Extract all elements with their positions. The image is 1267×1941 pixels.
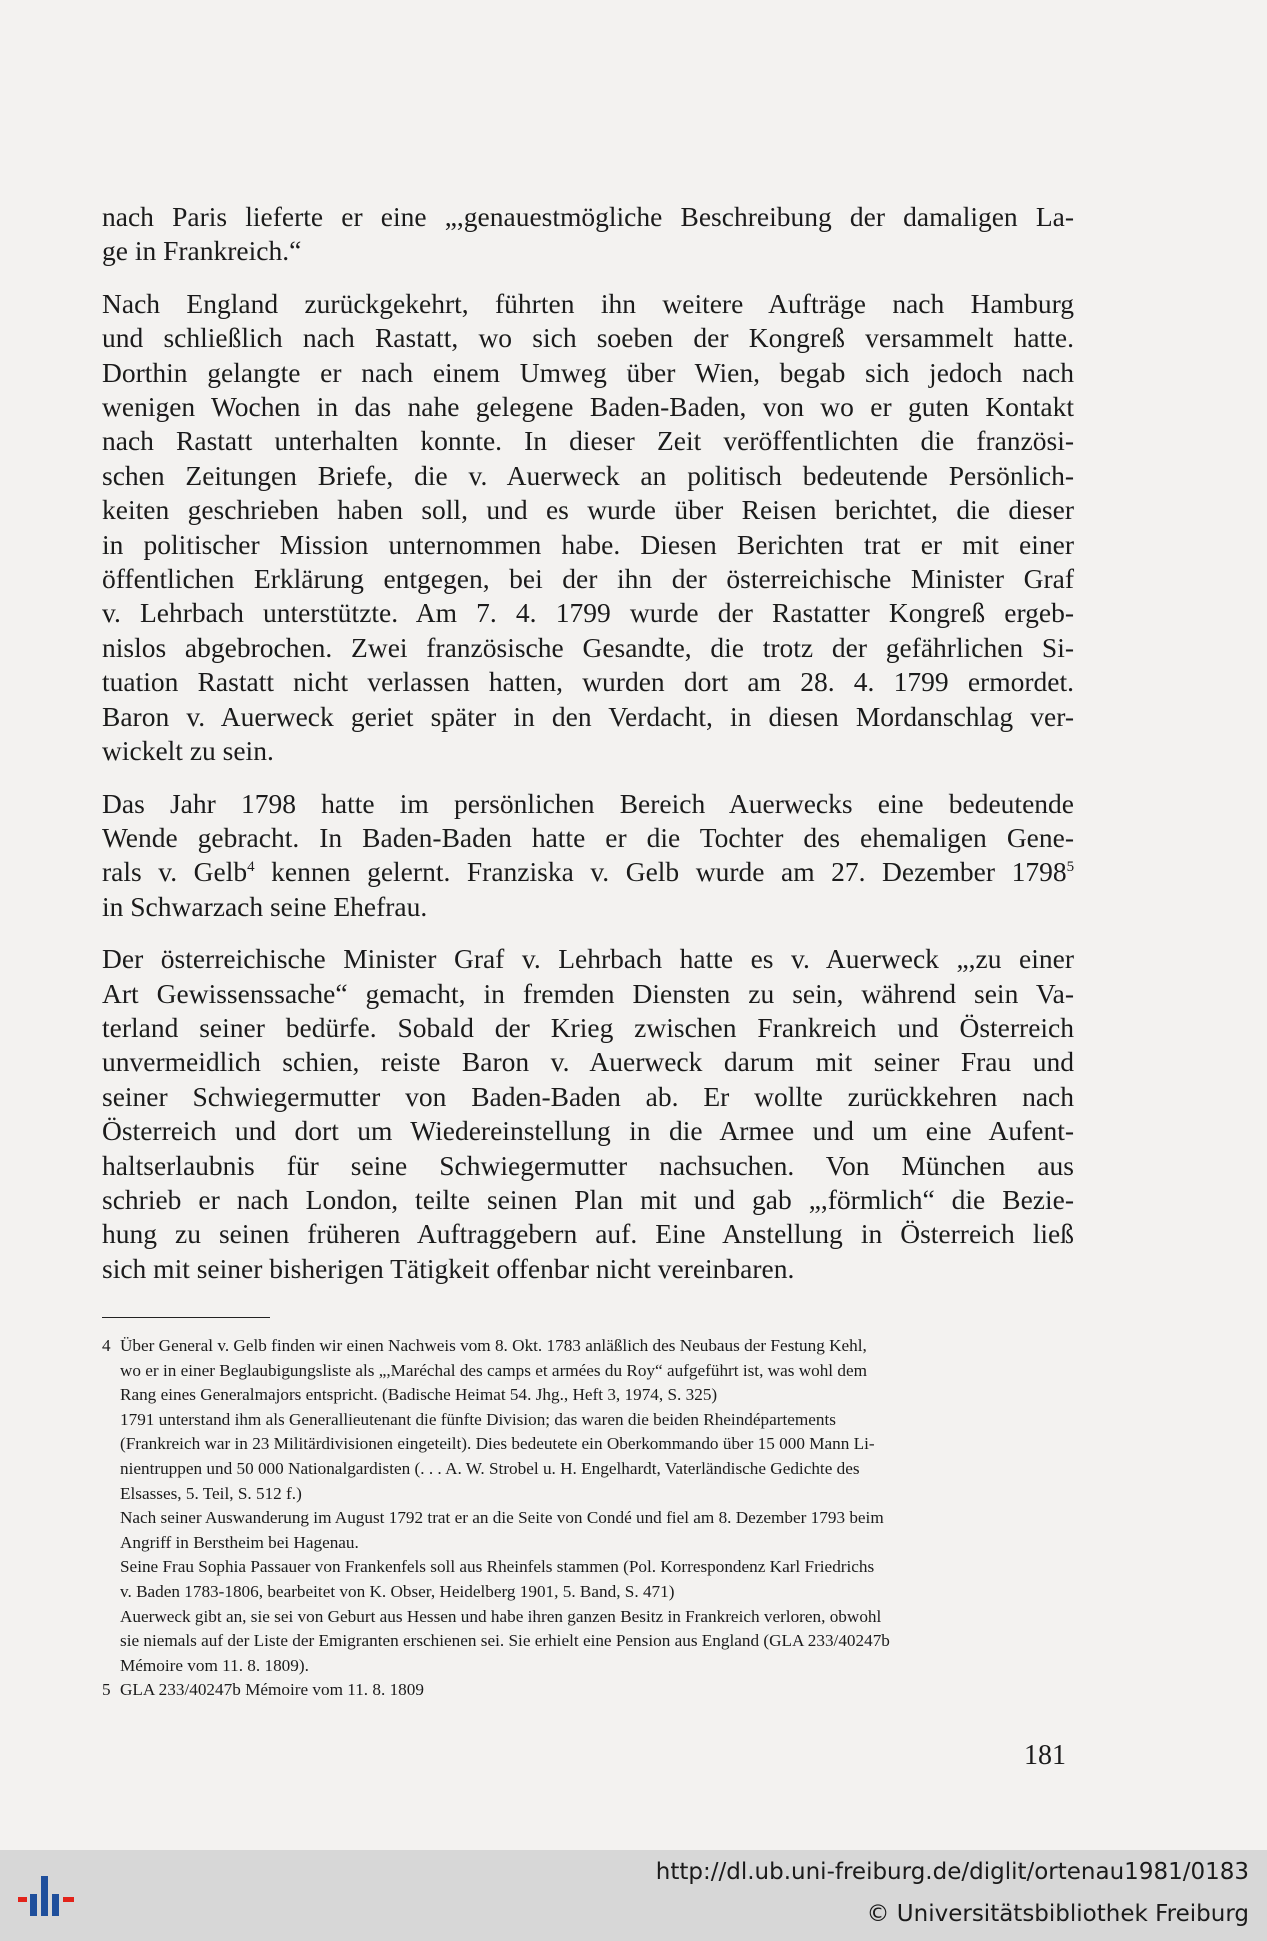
text-line: schrieb er nach London, teilte seinen Plan mit und gab „,förmlich“ die Bezie-	[102, 1183, 1074, 1215]
text-line: Österreich und dort um Wiedereinstellung in die Armee und um eine Aufent-	[102, 1115, 1074, 1147]
footnote-block	[120, 1555, 1074, 1604]
ub-freiburg-logo-icon[interactable]	[16, 1866, 80, 1928]
footnote-block	[120, 1408, 1074, 1506]
text-line: nach Rastatt unterhalten konnte. In dieser Zeit veröffentlichten die französi-	[102, 425, 1074, 457]
text-line: nach Paris lieferte er eine „,genauestmögliche Beschreibung der damaligen La-	[102, 201, 1074, 232]
footnote-line: nientruppen und 50 000 Nationalgardisten (. . . A. W. Strobel u. H. Engelhardt, Vaterländische Gedichte des	[120, 1458, 860, 1478]
text-line: hung zu seinen früheren Auftraggebern auf. Eine Anstellung in Österreich ließ	[102, 1218, 1074, 1250]
text-line: wenigen Wochen in das nahe gelegene Baden-Baden, von wo er guten Kontakt	[102, 391, 1074, 423]
footnote-line: Über General v. Gelb finden wir einen Nachweis vom 8. Okt. 1783 anläßlich des Neubaus der Festung Kehl,	[120, 1336, 867, 1355]
footnote-line: Elsasses, 5. Teil, S. 512 f.)	[120, 1483, 302, 1503]
footnote-reference[interactable]: 5	[1066, 859, 1075, 876]
footnote-divider	[102, 1317, 270, 1318]
footnote-line: wo er in einer Beglaubigungsliste als „,Maréchal des camps et armées du Roy“ aufgeführt ist, was wohl dem	[120, 1360, 867, 1380]
text-line: unvermeidlich schien, reiste Baron v. Auerweck darum mit seiner Frau und	[102, 1046, 1074, 1078]
text-line: Nach England zurückgekehrt, führten ihn weitere Aufträge nach Hamburg	[102, 287, 1074, 319]
footnotes	[102, 1334, 1074, 1703]
footnote-reference[interactable]: 4	[247, 859, 255, 876]
footer-credit: © Universitätsbibliothek Freiburg	[866, 1901, 1249, 1927]
paragraph	[102, 200, 1074, 269]
text-line: Der österreichische Minister Graf v. Lehrbach hatte es v. Auerweck „,zu einer	[102, 943, 1074, 975]
text-line: sich mit seiner bisherigen Tätigkeit offenbar nicht vereinbaren.	[102, 1252, 795, 1284]
footnote-line: sie niemals auf der Liste der Emigranten erschienen sei. Sie erhielt eine Pension aus England (GLA 233/40247b	[120, 1631, 890, 1651]
paragraph	[102, 287, 1074, 769]
text-line: öffentlichen Erklärung entgegen, bei der ihn der österreichische Minister Graf	[102, 563, 1074, 595]
text-line: Art Gewissenssache“ gemacht, in fremden Diensten zu sein, während sein Va-	[102, 977, 1074, 1009]
footnote-line: v. Baden 1783-1806, bearbeitet von K. Obser, Heidelberg 1901, 5. Band, S. 471)	[120, 1581, 675, 1601]
text-line: nislos abgebrochen. Zwei französische Gesandte, die trotz der gefährlichen Si-	[102, 631, 1074, 663]
text-line: in Schwarzach seine Ehefrau.	[102, 890, 428, 922]
footnote-line: Mémoire vom 11. 8. 1809).	[120, 1655, 309, 1675]
text-line: und schließlich nach Rastatt, wo sich soeben der Kongreß versammelt hatte.	[102, 322, 1074, 354]
paragraph	[102, 942, 1074, 1286]
page-number: 181	[1024, 1740, 1066, 1771]
footnote-number: 5	[102, 1680, 111, 1700]
footnote-line: Angriff in Berstheim bei Hagenau.	[120, 1532, 359, 1552]
text-line: Dorthin gelangte er nach einem Umweg über Wien, begab sich jedoch nach	[102, 356, 1074, 388]
main-text	[102, 200, 1074, 1304]
text-line: in politischer Mission unternommen habe. Diesen Berichten trat er mit einer	[102, 528, 1074, 560]
footnote-line: Nach seiner Auswanderung im August 1792 trat er an die Seite von Condé und fiel am 8. Dezember 1793 beim	[120, 1508, 884, 1528]
footnote-block	[120, 1506, 1074, 1555]
footnote-block	[120, 1334, 1074, 1408]
footnote-block	[120, 1605, 1074, 1679]
footnote-line: Rang eines Generalmajors entspricht. (Badische Heimat 54. Jhg., Heft 3, 1974, S. 325)	[120, 1385, 718, 1405]
text-line: Baron v. Auerweck geriet später in den Verdacht, in diesen Mordanschlag ver-	[102, 700, 1074, 732]
footnote-number: 4	[102, 1336, 111, 1355]
footnote	[102, 1334, 1074, 1678]
text-line: haltserlaubnis für seine Schwiegermutter nachsuchen. Von München aus	[102, 1149, 1074, 1181]
footnote-line: 1791 unterstand ihm als Generallieutenant die fünfte Division; das waren die beiden Rheindépartements	[120, 1409, 836, 1429]
paragraph	[102, 787, 1074, 925]
text-line: v. Lehrbach unterstützte. Am 7. 4. 1799 wurde der Rastatter Kongreß ergeb-	[102, 597, 1074, 629]
footnote-line: GLA 233/40247b Mémoire vom 11. 8. 1809	[120, 1680, 424, 1700]
text-line: ge in Frankreich.“	[102, 235, 302, 267]
text-line: seiner Schwiegermutter von Baden-Baden ab. Er wollte zurückkehren nach	[102, 1080, 1074, 1112]
text-line: Das Jahr 1798 hatte im persönlichen Bereich Auerwecks eine bedeutende	[102, 787, 1074, 819]
text-line: schen Zeitungen Briefe, die v. Auerweck an politisch bedeutende Persönlich-	[102, 459, 1074, 491]
footnote-line: Seine Frau Sophia Passauer von Frankenfels soll aus Rheinfels stammen (Pol. Korrespondenz Karl Friedrichs	[120, 1557, 875, 1577]
footnote-block	[120, 1678, 1074, 1703]
footer-url-link[interactable]: http://dl.ub.uni-freiburg.de/diglit/ortenau1981/0183	[655, 1859, 1249, 1885]
text-line: Wende gebracht. In Baden-Baden hatte er die Tochter des ehemaligen Gene-	[102, 821, 1074, 853]
footnote-line: Auerweck gibt an, sie sei von Geburt aus Hessen und habe ihren ganzen Besitz in Frankreich verloren, obwohl	[120, 1606, 882, 1626]
footnote-line: (Frankreich war in 23 Militärdivisionen eingeteilt). Dies bedeutete ein Oberkommando über 15 000 Mann Li-	[120, 1434, 875, 1454]
text-line: keiten geschrieben haben soll, und es wurde über Reisen berichtet, die dieser	[102, 494, 1074, 526]
text-line: tuation Rastatt nicht verlassen hatten, wurden dort am 28. 4. 1799 ermordet.	[102, 666, 1074, 698]
text-line: rals v. Gelb$^4$ kennen gelernt. Franziska v. Gelb wurde am 27. Dezember 1798$^5$	[102, 856, 1075, 888]
text-line: terland seiner bedürfe. Sobald der Krieg zwischen Frankreich und Österreich	[102, 1011, 1074, 1043]
footnote	[102, 1678, 1074, 1703]
text-line: wickelt zu sein.	[102, 735, 274, 767]
